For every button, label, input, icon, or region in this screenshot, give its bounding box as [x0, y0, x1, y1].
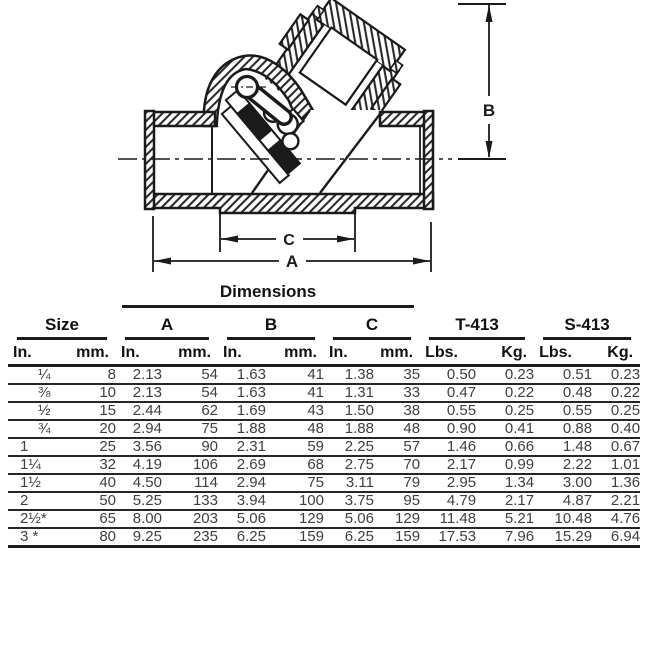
group-size: Size: [17, 315, 107, 340]
cell: 2.13: [116, 384, 162, 402]
cell: 0.67: [592, 438, 640, 456]
dimension-b: [458, 4, 506, 159]
cell: 1: [8, 438, 54, 456]
cell: 33: [374, 384, 420, 402]
cell: 0.23: [592, 366, 640, 385]
cell: 2.69: [218, 456, 266, 474]
cell: 3.11: [324, 474, 374, 492]
cell: 2.22: [534, 456, 592, 474]
col-header: Kg.: [592, 340, 640, 366]
col-header: In.: [218, 340, 266, 366]
cell: 8.00: [116, 510, 162, 528]
cell: 43: [266, 402, 324, 420]
cell: 0.40: [592, 420, 640, 438]
cell: 0.51: [534, 366, 592, 385]
dim-a-label: A: [285, 252, 299, 271]
group-s413: S-413: [543, 315, 631, 340]
table-row: [8, 456, 640, 474]
cell: 1.36: [592, 474, 640, 492]
cell: 70: [374, 456, 420, 474]
cell: 10.48: [534, 510, 592, 528]
cell: 0.88: [534, 420, 592, 438]
group-b: B: [227, 315, 315, 340]
cell: 3.56: [116, 438, 162, 456]
cell: 4.50: [116, 474, 162, 492]
cell: 6.25: [324, 528, 374, 547]
cell: 1.34: [476, 474, 534, 492]
cell: 133: [162, 492, 218, 510]
cell: 10: [54, 384, 116, 402]
cell: 95: [374, 492, 420, 510]
cell: 68: [266, 456, 324, 474]
table-row: [8, 528, 640, 547]
cell: 0.66: [476, 438, 534, 456]
group-a: A: [125, 315, 209, 340]
table-row: [8, 438, 640, 456]
table-body: [8, 366, 640, 547]
cell: 50: [54, 492, 116, 510]
col-header: Lbs.: [420, 340, 476, 366]
cell: 25: [54, 438, 116, 456]
cell: 2.17: [476, 492, 534, 510]
cell: 0.55: [534, 402, 592, 420]
cell: ¾: [8, 420, 54, 438]
cell: 54: [162, 366, 218, 385]
table-row: [8, 420, 640, 438]
cell: 106: [162, 456, 218, 474]
cell: 0.25: [592, 402, 640, 420]
cell: 1.46: [420, 438, 476, 456]
table-row: [8, 402, 640, 420]
cell: 6.25: [218, 528, 266, 547]
dim-b-label: B: [482, 101, 496, 120]
cell: 40: [54, 474, 116, 492]
cell: 6.94: [592, 528, 640, 547]
cell: 1.88: [218, 420, 266, 438]
column-group-row: [8, 308, 640, 340]
table-row: [8, 510, 640, 528]
cell: 0.25: [476, 402, 534, 420]
cell: 0.99: [476, 456, 534, 474]
cell: 2.17: [420, 456, 476, 474]
cell: 2.75: [324, 456, 374, 474]
cell: 159: [374, 528, 420, 547]
cell: 0.41: [476, 420, 534, 438]
cell: 1.69: [218, 402, 266, 420]
cell: 114: [162, 474, 218, 492]
cell: 1.88: [324, 420, 374, 438]
cell: 1.31: [324, 384, 374, 402]
cell: 2.21: [592, 492, 640, 510]
cell: 15: [54, 402, 116, 420]
cell: 48: [266, 420, 324, 438]
cell: 1¼: [8, 456, 54, 474]
cell: 203: [162, 510, 218, 528]
cell: 7.96: [476, 528, 534, 547]
cell: 1.50: [324, 402, 374, 420]
cell: 159: [266, 528, 324, 547]
cell: 0.90: [420, 420, 476, 438]
cell: 17.53: [420, 528, 476, 547]
cell: 1.48: [534, 438, 592, 456]
cell: 8: [54, 366, 116, 385]
col-header: mm.: [162, 340, 218, 366]
cell: 59: [266, 438, 324, 456]
cell: 41: [266, 366, 324, 385]
dimension-c: [220, 212, 355, 252]
cell: 65: [54, 510, 116, 528]
dimensions-table: [8, 282, 640, 548]
col-header: In.: [8, 340, 54, 366]
col-header: mm.: [54, 340, 116, 366]
cell: 2.95: [420, 474, 476, 492]
cell: 75: [266, 474, 324, 492]
cell: 2½*: [8, 510, 54, 528]
cell: 2.13: [116, 366, 162, 385]
col-header: mm.: [266, 340, 324, 366]
table-row: [8, 366, 640, 385]
cell: 38: [374, 402, 420, 420]
cell: 3.00: [534, 474, 592, 492]
cell: 2.94: [218, 474, 266, 492]
cell: ½: [8, 402, 54, 420]
cell: 41: [266, 384, 324, 402]
cell: 1½: [8, 474, 54, 492]
table-row: [8, 492, 640, 510]
col-header: Kg.: [476, 340, 534, 366]
cell: 80: [54, 528, 116, 547]
cell: 54: [162, 384, 218, 402]
cell: 20: [54, 420, 116, 438]
cell: 75: [162, 420, 218, 438]
cell: 100: [266, 492, 324, 510]
cell: 1.63: [218, 384, 266, 402]
cell: 2.94: [116, 420, 162, 438]
table-title-row: [8, 282, 640, 308]
cell: 2: [8, 492, 54, 510]
cell: 2.25: [324, 438, 374, 456]
cell: 32: [54, 456, 116, 474]
cell: 235: [162, 528, 218, 547]
valve-cross-section-drawing: [0, 0, 650, 282]
col-header: Lbs.: [534, 340, 592, 366]
col-header: In.: [116, 340, 162, 366]
cell: ¼: [8, 366, 54, 385]
table-title: Dimensions: [122, 282, 414, 308]
cell: 129: [266, 510, 324, 528]
cell: 3.94: [218, 492, 266, 510]
cell: 0.50: [420, 366, 476, 385]
cell: 4.79: [420, 492, 476, 510]
group-c: C: [333, 315, 411, 340]
dim-c-label: C: [283, 232, 295, 249]
cell: ⅜: [8, 384, 54, 402]
cell: 5.21: [476, 510, 534, 528]
col-header: mm.: [374, 340, 420, 366]
cell: 57: [374, 438, 420, 456]
cell: 15.29: [534, 528, 592, 547]
cell: 3.75: [324, 492, 374, 510]
cell: 129: [374, 510, 420, 528]
cell: 2.31: [218, 438, 266, 456]
cell: 11.48: [420, 510, 476, 528]
cell: 5.06: [324, 510, 374, 528]
cell: 1.63: [218, 366, 266, 385]
cell: 4.19: [116, 456, 162, 474]
cell: 0.48: [534, 384, 592, 402]
table-row: [8, 474, 640, 492]
group-t413: T-413: [429, 315, 525, 340]
cell: 0.23: [476, 366, 534, 385]
cell: 48: [374, 420, 420, 438]
cell: 5.25: [116, 492, 162, 510]
cell: 0.22: [592, 384, 640, 402]
cell: 90: [162, 438, 218, 456]
cell: 4.87: [534, 492, 592, 510]
cell: 2.44: [116, 402, 162, 420]
cell: 5.06: [218, 510, 266, 528]
subheader-row: [8, 340, 640, 366]
cell: 4.76: [592, 510, 640, 528]
cell: 9.25: [116, 528, 162, 547]
cell: 62: [162, 402, 218, 420]
cell: 0.22: [476, 384, 534, 402]
cell: 0.47: [420, 384, 476, 402]
cell: 79: [374, 474, 420, 492]
col-header: In.: [324, 340, 374, 366]
cell: 1.38: [324, 366, 374, 385]
table-row: [8, 384, 640, 402]
cell: 0.55: [420, 402, 476, 420]
cell: 35: [374, 366, 420, 385]
cell: 1.01: [592, 456, 640, 474]
cell: 3 *: [8, 528, 54, 547]
